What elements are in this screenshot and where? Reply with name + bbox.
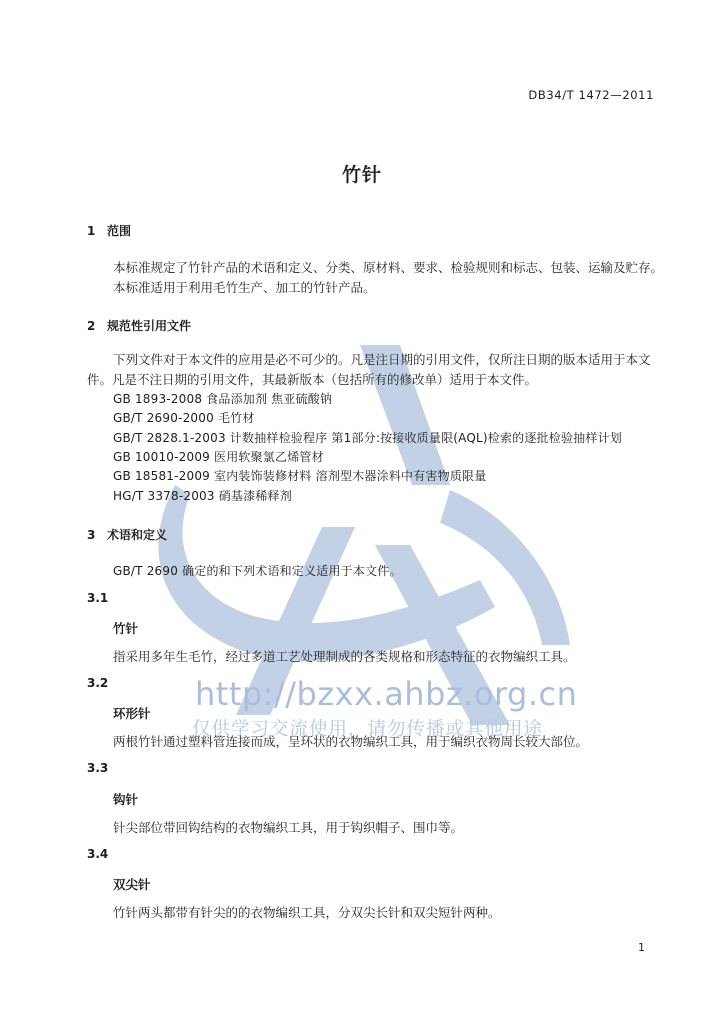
term-title: 竹针 [113, 621, 139, 636]
reference-item: GB/T 2690-2000 毛竹材 [113, 411, 255, 425]
term-definition: 两根竹针通过塑料管连接而成，呈环状的衣物编织工具，用于编织衣物周长较大部位。 [113, 734, 589, 749]
term-definition: 指采用多年生毛竹，经过多道工艺处理制成的各类规格和形态特征的衣物编织工具。 [113, 649, 576, 664]
scope-line-1: 本标准规定了竹针产品的术语和定义、分类、原材料、要求、检验规则和标志、包装、运输及贮存。 [113, 260, 664, 275]
scope-line-2: 本标准适用于利用毛竹生产、加工的竹针产品。 [113, 280, 376, 295]
section-number: 2 [87, 319, 96, 333]
reference-item: GB/T 2828.1-2003 计数抽样检验程序 第1部分:按接收质量限(AQL)检索的逐批检验抽样计划 [113, 431, 622, 445]
reference-item: GB 10010-2009 医用软聚氯乙烯管材 [113, 450, 324, 464]
section-heading-normative [87, 317, 191, 334]
term-definition: 针尖部位带回钩结构的衣物编织工具，用于钩织帽子、围巾等。 [113, 820, 464, 835]
term-title: 环形针 [113, 706, 151, 721]
document-number: DB34/T 1472—2011 [528, 88, 654, 102]
terms-intro: GB/T 2690 确定的和下列术语和定义适用于本文件。 [113, 564, 402, 578]
clause-number: 3.1 [87, 591, 109, 605]
section-heading-terms [87, 526, 167, 543]
section-title: 规范性引用文件 [107, 319, 192, 333]
section-title: 术语和定义 [107, 528, 168, 542]
reference-item: GB 18581-2009 室内装饰装修材料 溶剂型木器涂料中有害物质限量 [113, 469, 487, 483]
reference-item: HG/T 3378-2003 硝基漆稀释剂 [113, 489, 292, 503]
clause-number: 3.4 [87, 847, 109, 861]
watermark-note: 仅供学习交流使用，请勿传播或其他用途 [192, 719, 544, 740]
section-number: 3 [87, 528, 96, 542]
watermark-url: http://bzxx.ahbz.org.cn [195, 675, 578, 713]
normative-intro: 下列文件对于本文件的应用是必不可少的。凡是注日期的引用文件，仅所注日期的版本适用于本文件。凡是不注日期的引用文件，其最新版本（包括所有的修改单）适用于本文件。 [87, 352, 651, 387]
section-title: 范围 [107, 224, 132, 238]
term-definition: 竹针两头都带有针尖的的衣物编织工具，分双尖长针和双尖短针两种。 [113, 905, 501, 920]
term-title: 双尖针 [113, 877, 151, 892]
clause-number: 3.2 [87, 676, 109, 690]
section-heading-scope [87, 222, 131, 239]
term-title: 钩针 [113, 792, 139, 807]
clause-number: 3.3 [87, 761, 109, 775]
reference-item: GB 1893-2008 食品添加剂 焦亚硫酸钠 [113, 392, 333, 406]
section-number: 1 [87, 224, 96, 238]
page-title: 竹针 [341, 164, 382, 186]
page-number: 1 [638, 941, 645, 954]
